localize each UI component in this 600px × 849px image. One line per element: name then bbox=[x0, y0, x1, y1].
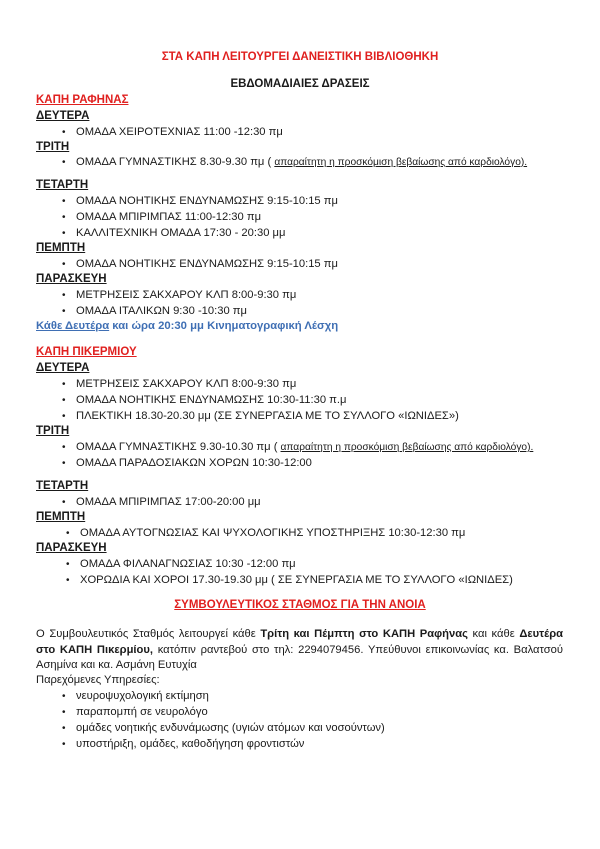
bullet-icon: • bbox=[62, 691, 66, 702]
counseling-description: Ο Συμβουλευτικός Σταθμός λειτουργεί κάθε Τρίτη και Πέμπτη στο ΚΑΠΗ Ραφήνας και κάθε Δευτέρα στο ΚΑΠΗ Πικερμίου, κατόπιν ραντεβού στο τηλ: 2294079456. Υπεύθυνοι επικοινωνίας κα. Βαλατσού Ασημίνα και κα. Ασμάνη Ευτυχία bbox=[36, 628, 564, 671]
list-item: • ΟΜΑΔΑ ΑΥΤΟΓΝΩΣΙΑΣ ΚΑΙ ΨΥΧΟΛΟΓΙΚΗΣ ΥΠΟΣΤΗΡΙΞΗΣ 10:30-12:30 πμ bbox=[66, 527, 466, 539]
bullet-icon: • bbox=[62, 196, 66, 207]
pikermi-day-monday: ΔΕΥΤΕΡΑ bbox=[36, 362, 90, 374]
list-item: • ΟΜΑΔΑ ΝΟΗΤΙΚΗΣ ΕΝΔΥΝΑΜΩΣΗΣ 9:15-10:15 πμ bbox=[62, 258, 338, 270]
bullet-icon: • bbox=[62, 306, 66, 317]
list-item: • ΟΜΑΔΑ ΜΠΙΡΙΜΠΑΣ 17:00-20:00 μμ bbox=[62, 496, 261, 508]
cinema-club-note: Κάθε Δευτέρα και ώρα 20:30 μμ Κινηματογραφική Λέσχη bbox=[36, 320, 339, 332]
bullet-icon: • bbox=[62, 157, 66, 168]
bullet-icon: • bbox=[62, 739, 66, 750]
list-item: • ΧΟΡΩΔΙΑ ΚΑΙ ΧΟΡΟΙ 17.30-19.30 μμ ( ΣΕ ΣΥΝΕΡΓΑΣΙΑ ΜΕ ΤΟ ΣΥΛΛΟΓΟ «ΙΩΝΙΔΕΣ) bbox=[66, 574, 513, 586]
bullet-icon: • bbox=[62, 212, 66, 223]
bullet-icon: • bbox=[62, 707, 66, 718]
list-item: • ΚΑΛΛΙΤΕΧΝΙΚΗ ΟΜΑΔΑ 17:30 - 20:30 μμ bbox=[62, 227, 286, 239]
bullet-icon: • bbox=[62, 228, 66, 239]
bullet-icon: • bbox=[62, 723, 66, 734]
list-item: • ΜΕΤΡΗΣΕΙΣ ΣΑΚΧΑΡΟΥ ΚΛΠ 8:00-9:30 πμ bbox=[62, 378, 297, 390]
rafina-day-wednesday: ΤΕΤΑΡΤΗ bbox=[36, 179, 89, 191]
bullet-icon: • bbox=[62, 497, 66, 508]
services-label: Παρεχόμενες Υπηρεσίες: bbox=[36, 674, 160, 686]
service-item: • νευροψυχολογική εκτίμηση bbox=[62, 690, 209, 702]
bullet-icon: • bbox=[62, 379, 66, 390]
library-announcement-title: ΣΤΑ ΚΑΠΗ ΛΕΙΤΟΥΡΓΕΙ ΔΑΝΕΙΣΤΙΚΗ ΒΙΒΛΙΟΘΗΚΗ bbox=[161, 51, 439, 63]
pikermi-schedule: Δευτέρα στο ΚΑΠΗ Πικερμίου, bbox=[36, 628, 564, 656]
bullet-icon: • bbox=[62, 411, 66, 422]
list-item: • ΟΜΑΔΑ ΦΙΛΑΝΑΓΝΩΣΙΑΣ 10:30 -12:00 πμ bbox=[66, 558, 296, 570]
bullet-icon: • bbox=[62, 395, 66, 406]
rafina-center-heading: ΚΑΠΗ ΡΑΦΗΝΑΣ bbox=[36, 94, 129, 106]
service-item: • υποστήριξη, ομάδες, καθοδήγηση φροντιστών bbox=[62, 738, 305, 750]
cardiology-note: απαραίτητη η προσκόμιση βεβαίωσης από καρδιολόγο). bbox=[274, 157, 528, 168]
bullet-icon: • bbox=[66, 575, 70, 586]
bullet-icon: • bbox=[66, 528, 70, 539]
list-item: • ΜΕΤΡΗΣΕΙΣ ΣΑΚΧΑΡΟΥ ΚΛΠ 8:00-9:30 πμ bbox=[62, 289, 297, 301]
rafina-day-thursday: ΠΕΜΠΤΗ bbox=[36, 242, 86, 254]
list-item: • ΟΜΑΔΑ ΝΟΗΤΙΚΗΣ ΕΝΔΥΝΑΜΩΣΗΣ 10:30-11:30 π.μ bbox=[62, 394, 347, 406]
bullet-icon: • bbox=[62, 458, 66, 469]
rafina-day-tuesday: ΤΡΙΤΗ bbox=[36, 141, 70, 153]
pikermi-day-thursday: ΠΕΜΠΤΗ bbox=[36, 511, 86, 523]
service-item: • ομάδες νοητικής ενδυνάμωσης (υγιών ατόμων και νοσούντων) bbox=[62, 722, 385, 734]
list-item: • ΟΜΑΔΑ ΧΕΙΡΟΤΕΧΝΙΑΣ 11:00 -12:30 πμ bbox=[62, 126, 283, 138]
pikermi-day-wednesday: ΤΕΤΑΡΤΗ bbox=[36, 480, 89, 492]
pikermi-center-heading: ΚΑΠΗ ΠΙΚΕΡΜΙΟΥ bbox=[36, 346, 137, 358]
cinema-club-day: Κάθε Δευτέρα bbox=[36, 320, 110, 332]
pikermi-day-tuesday: ΤΡΙΤΗ bbox=[36, 425, 70, 437]
weekly-activities-heading: ΕΒΔΟΜΑΔΙΑΙΕΣ ΔΡΑΣΕΙΣ bbox=[230, 78, 370, 90]
bullet-icon: • bbox=[62, 290, 66, 301]
bullet-icon: • bbox=[62, 127, 66, 138]
list-item: • ΟΜΑΔΑ ΝΟΗΤΙΚΗΣ ΕΝΔΥΝΑΜΩΣΗΣ 9:15-10:15 πμ bbox=[62, 195, 338, 207]
bullet-icon: • bbox=[66, 559, 70, 570]
list-item: • ΟΜΑΔΑ ΓΥΜΝΑΣΤΙΚΗΣ 9.30-10.30 πμ ( απαραίτητη η προσκόμιση βεβαίωσης από καρδιολόγο). bbox=[62, 441, 534, 453]
bullet-icon: • bbox=[62, 442, 66, 453]
rafina-day-friday: ΠΑΡΑΣΚΕΥΗ bbox=[36, 273, 107, 285]
list-item: • ΟΜΑΔΑ ΙΤΑΛΙΚΩΝ 9:30 -10:30 πμ bbox=[62, 305, 247, 317]
pikermi-day-friday: ΠΑΡΑΣΚΕΥΗ bbox=[36, 542, 107, 554]
list-item: • ΟΜΑΔΑ ΜΠΙΡΙΜΠΑΣ 11:00-12:30 πμ bbox=[62, 211, 262, 223]
rafina-day-monday: ΔΕΥΤΕΡΑ bbox=[36, 110, 90, 122]
list-item: • ΟΜΑΔΑ ΓΥΜΝΑΣΤΙΚΗΣ 8.30-9.30 πμ ( απαραίτητη η προσκόμιση βεβαίωσης από καρδιολόγο). bbox=[62, 156, 528, 168]
service-item: • παραπομπή σε νευρολόγο bbox=[62, 706, 208, 718]
rafina-schedule: Τρίτη και Πέμπτη στο ΚΑΠΗ Ραφήνας bbox=[260, 628, 468, 640]
list-item: • ΟΜΑΔΑ ΠΑΡΑΔΟΣΙΑΚΩΝ ΧΟΡΩΝ 10:30-12:00 bbox=[62, 457, 312, 469]
list-item: • ΠΛΕΚΤΙΚΗ 18.30-20.30 μμ (ΣΕ ΣΥΝΕΡΓΑΣΙΑ ΜΕ ΤΟ ΣΥΛΛΟΓΟ «ΙΩΝΙΔΕΣ») bbox=[62, 410, 459, 422]
cardiology-note: απαραίτητη η προσκόμιση βεβαίωσης από καρδιολόγο). bbox=[280, 442, 534, 453]
counseling-station-title: ΣΥΜΒΟΥΛΕΥΤΙΚΟΣ ΣΤΑΘΜΟΣ ΓΙΑ ΤΗΝ ΑΝΟΙΑ bbox=[174, 599, 426, 611]
bullet-icon: • bbox=[62, 259, 66, 270]
